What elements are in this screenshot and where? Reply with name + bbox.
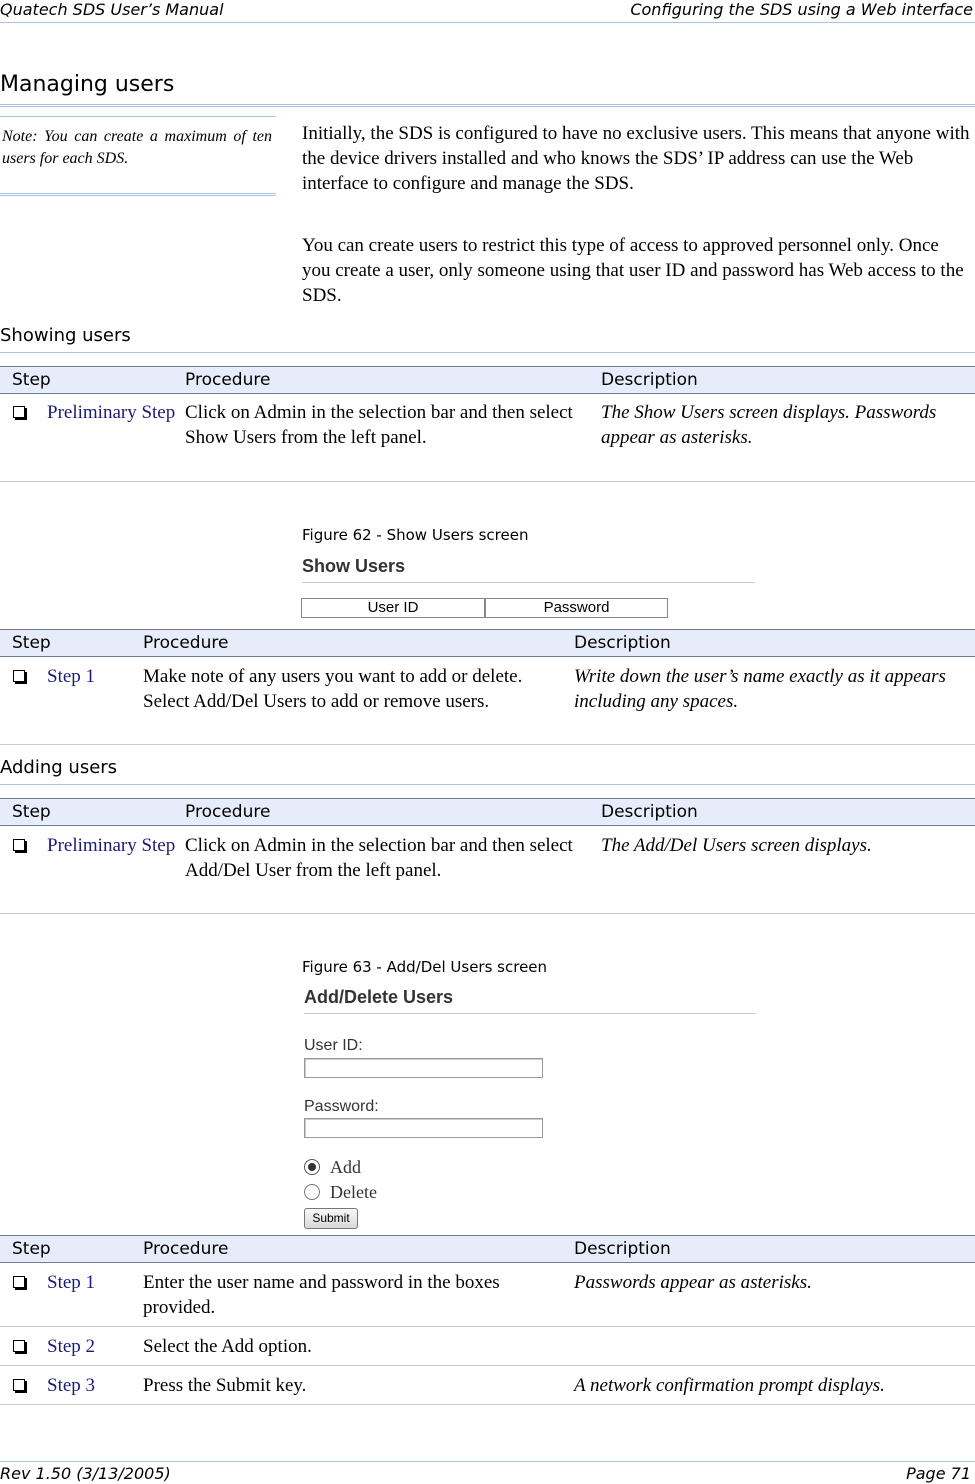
description-text: Write down the user’s name exactly as it appears including any spaces. — [574, 666, 946, 712]
table-header — [0, 1235, 975, 1263]
step-label: Step 1 — [47, 1272, 96, 1293]
th-step: Step — [12, 370, 51, 390]
checkbox-icon — [13, 1340, 25, 1352]
add-radio[interactable] — [304, 1159, 320, 1175]
submit-button[interactable]: Submit — [304, 1208, 358, 1229]
table-header — [0, 366, 975, 394]
th-procedure: Procedure — [143, 1239, 229, 1259]
add-delete-screen-title: Add/Delete Users — [304, 987, 454, 1007]
th-step: Step — [12, 802, 51, 822]
delete-option-label: Delete — [330, 1182, 377, 1202]
user-id-input[interactable] — [304, 1058, 543, 1078]
user-id-column: User ID — [301, 598, 485, 618]
showing-users-title: Showing users — [0, 325, 131, 346]
th-description: Description — [574, 1239, 671, 1259]
show-users-screen-title: Show Users — [302, 556, 406, 576]
th-description: Description — [601, 370, 698, 390]
th-step: Step — [12, 633, 51, 653]
password-column: Password — [485, 598, 668, 618]
checkbox-icon — [13, 1379, 25, 1391]
footer-right: Page 71 — [906, 1464, 971, 1483]
delete-radio[interactable] — [304, 1184, 320, 1200]
note: Note: You can create a maximum of ten users for each SDS. — [2, 128, 272, 167]
user-id-label: User ID: — [304, 1037, 363, 1054]
th-procedure: Procedure — [143, 633, 229, 653]
add-option-label: Add — [330, 1157, 361, 1177]
step-label: Preliminary Step — [47, 402, 176, 423]
description-text: Passwords appear as asterisks. — [574, 1272, 812, 1293]
figure-62-caption: Figure 62 - Show Users screen — [302, 526, 529, 544]
footer-rule — [0, 1461, 975, 1462]
section-title: Managing users — [0, 72, 175, 97]
step-label: Step 1 — [47, 666, 96, 687]
step-label: Step 2 — [47, 1336, 96, 1357]
step-label: Preliminary Step — [47, 835, 176, 856]
procedure-text: Press the Submit key. — [143, 1375, 307, 1396]
procedure-text: Select the Add option. — [143, 1336, 312, 1357]
header-left: Quatech SDS User’s Manual — [0, 0, 224, 19]
th-description: Description — [601, 802, 698, 822]
description-text: The Add/Del Users screen displays. — [601, 835, 872, 856]
th-description: Description — [574, 633, 671, 653]
table-header — [0, 629, 975, 657]
th-step: Step — [12, 1239, 51, 1259]
intro-paragraph-1: Initially, the SDS is configured to have no exclusive users. This means that anyone with the device drivers installed and who knows the SDS’ IP address can use the Web interface to configure and manage the SDS. — [302, 123, 970, 194]
password-input[interactable] — [304, 1118, 543, 1138]
table-header — [0, 798, 975, 826]
procedure-text: Enter the user name and password in the boxes provided. — [143, 1272, 500, 1318]
th-procedure: Procedure — [185, 802, 271, 822]
password-label: Password: — [304, 1098, 379, 1115]
checkbox-icon — [13, 1276, 25, 1288]
section-rule — [0, 104, 975, 107]
figure-63-caption: Figure 63 - Add/Del Users screen — [302, 958, 548, 976]
intro-paragraph-2: You can create users to restrict this type of access to approved personnel only. Once you create a user, only someone using that user ID and password has Web access to the SDS. — [302, 235, 964, 306]
header-right: Configuring the SDS using a Web interface — [630, 0, 973, 19]
step-label: Step 3 — [47, 1375, 96, 1396]
description-text: A network confirmation prompt displays. — [574, 1375, 885, 1396]
procedure-text: Click on Admin in the selection bar and then select Add/Del User from the left panel. — [185, 835, 573, 881]
footer-left: Rev 1.50 (3/13/2005) — [0, 1464, 171, 1483]
header-rule — [0, 22, 975, 23]
adding-users-title: Adding users — [0, 757, 118, 778]
th-procedure: Procedure — [185, 370, 271, 390]
checkbox-icon — [13, 670, 25, 682]
checkbox-icon — [13, 406, 25, 418]
procedure-text: Make note of any users you want to add or delete. Select Add/Del Users to add or remove users. — [143, 666, 523, 712]
radio-selected-dot — [308, 1163, 316, 1171]
description-text: The Show Users screen displays. Passwords appear as asterisks. — [601, 402, 937, 448]
checkbox-icon — [13, 839, 25, 851]
procedure-text: Click on Admin in the selection bar and then select Show Users from the left panel. — [185, 402, 573, 448]
